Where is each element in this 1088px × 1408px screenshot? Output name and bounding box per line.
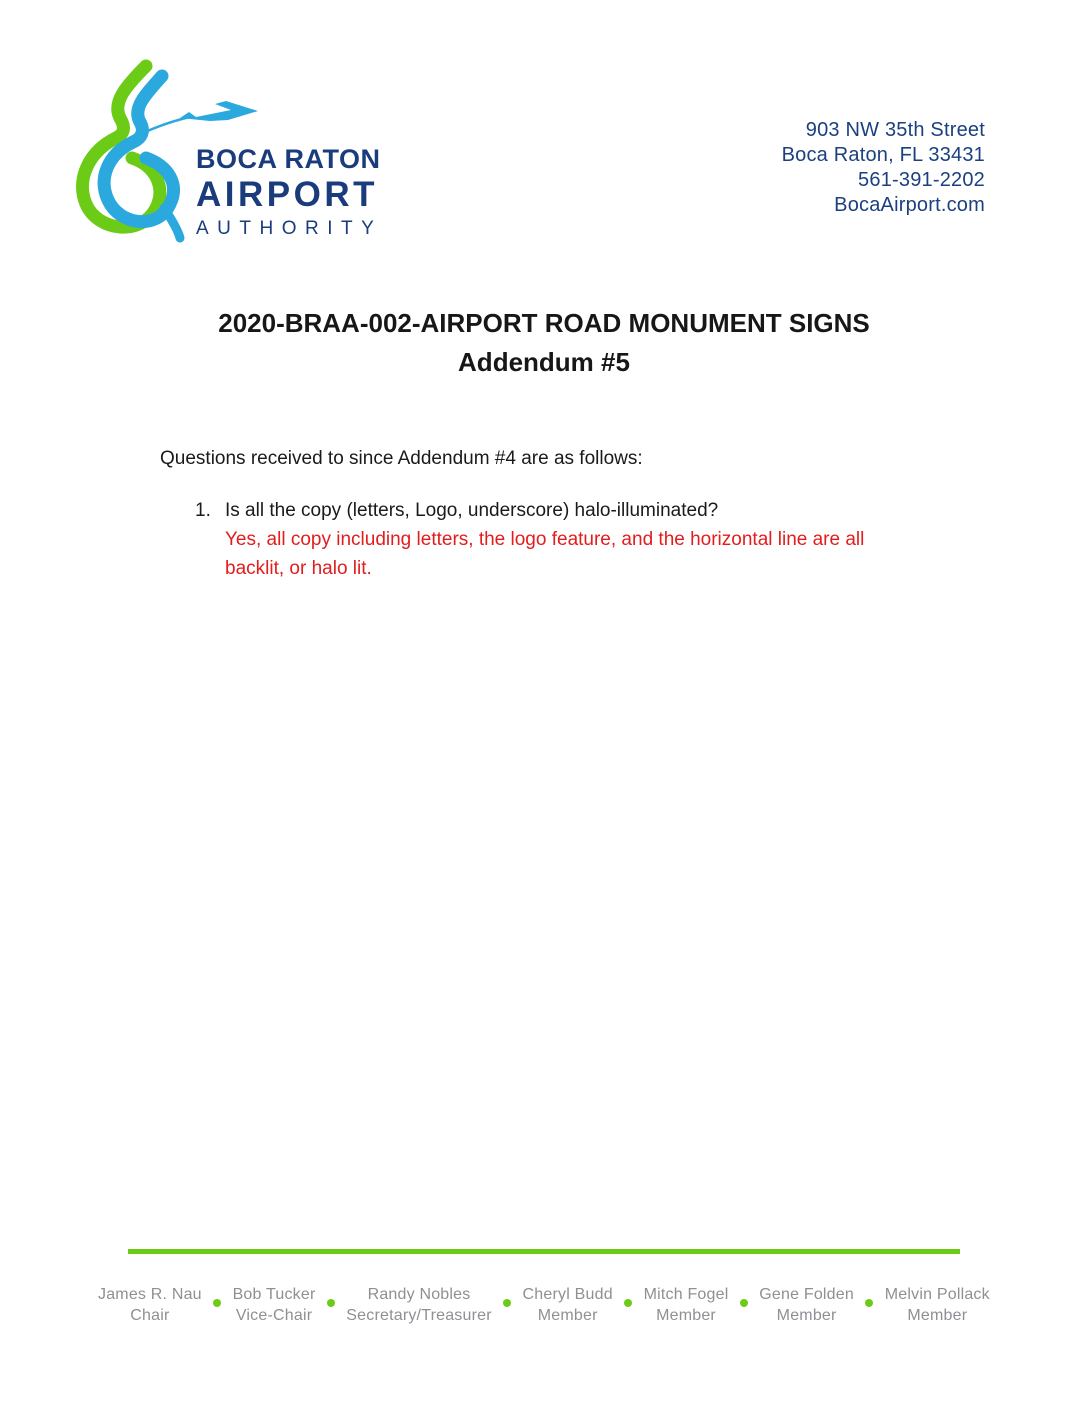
member-role: Member	[907, 1307, 968, 1324]
separator-dot-icon	[213, 1299, 221, 1307]
board-member	[523, 1284, 613, 1326]
member-name: James R. Nau	[98, 1286, 202, 1303]
logo-org-line2: AIRPORT	[196, 175, 378, 214]
board-member	[346, 1284, 491, 1326]
document-title-line2: Addendum #5	[458, 347, 630, 377]
separator-dot-icon	[327, 1299, 335, 1307]
member-name: Randy Nobles	[367, 1286, 471, 1303]
contact-block	[782, 118, 985, 218]
board-member	[644, 1284, 729, 1326]
logo-org-line3: AUTHORITY	[196, 218, 383, 239]
answer-text: Yes, all copy including letters, the logo feature, and the horizontal line are all backlit, or halo lit.	[225, 529, 865, 579]
member-role: Vice-Chair	[235, 1307, 313, 1324]
address-city: Boca Raton, FL 33431	[781, 144, 985, 166]
member-name: Mitch Fogel	[643, 1286, 729, 1303]
separator-dot-icon	[865, 1299, 873, 1307]
separator-dot-icon	[503, 1299, 511, 1307]
member-name: Melvin Pollack	[884, 1286, 990, 1303]
board-member	[98, 1284, 202, 1326]
logo-org-line1: BOCA RATON	[196, 144, 381, 174]
member-name: Gene Folden	[759, 1286, 854, 1303]
member-role: Member	[776, 1307, 837, 1324]
board-members-footer	[98, 1284, 990, 1326]
member-name: Bob Tucker	[232, 1286, 316, 1303]
document-title	[0, 304, 1088, 382]
website: BocaAirport.com	[834, 194, 985, 216]
member-role: Member	[656, 1307, 716, 1324]
board-member	[233, 1284, 316, 1326]
phone-number: 561-391-2202	[858, 169, 985, 191]
member-role: Secretary/Treasurer	[346, 1307, 492, 1324]
question-number: 1.	[195, 500, 211, 521]
board-member	[759, 1284, 854, 1326]
address-street: 903 NW 35th Street	[805, 119, 985, 141]
question-item	[195, 496, 915, 525]
board-member	[885, 1284, 990, 1326]
member-role: Member	[537, 1307, 598, 1324]
intro-paragraph: Questions received to since Addendum #4 are as follows:	[160, 448, 643, 469]
member-role: Chair	[130, 1307, 170, 1324]
separator-dot-icon	[624, 1299, 632, 1307]
document-title-line1: 2020-BRAA-002-AIRPORT ROAD MONUMENT SIGNS	[218, 308, 870, 338]
airplane-icon	[180, 101, 258, 121]
logo-wordmark	[196, 146, 382, 238]
separator-dot-icon	[740, 1299, 748, 1307]
member-name: Cheryl Budd	[522, 1286, 613, 1303]
footer-divider	[128, 1249, 960, 1254]
question-text: Is all the copy (letters, Logo, underscore) halo-illuminated?	[225, 500, 719, 521]
question-list	[195, 496, 915, 583]
